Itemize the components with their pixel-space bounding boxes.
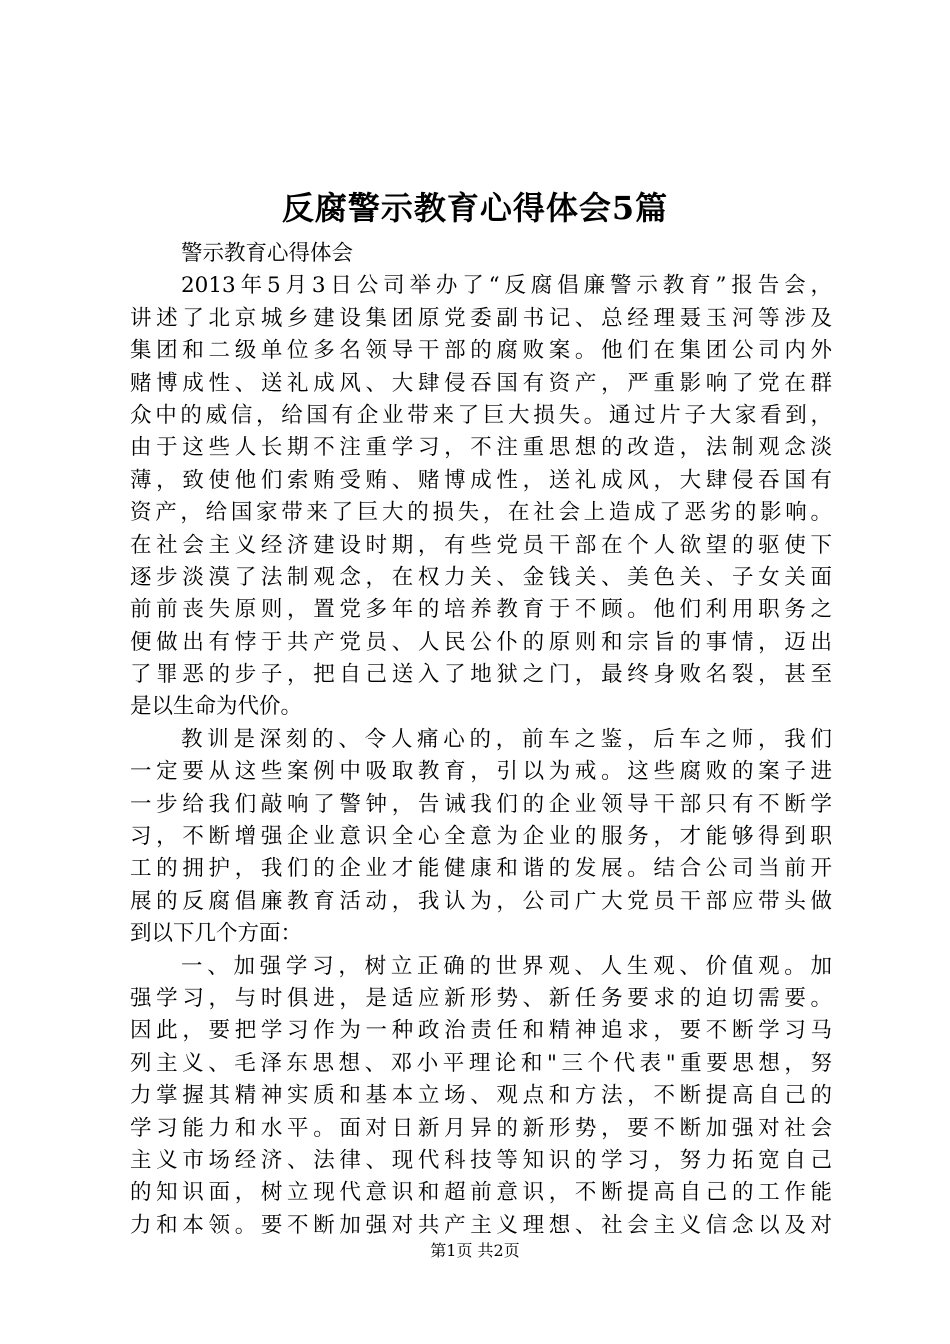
paragraph-line: 集团和二级单位多名领导干部的腐败案。他们在集团公司内外 xyxy=(130,338,832,364)
paragraph-line: 薄，致使他们索贿受贿、赌博成性，送礼成风，大肆侵吞国有 xyxy=(130,467,832,493)
paragraph-line: 工的拥护，我们的企业才能健康和谐的发展。结合公司当前开 xyxy=(130,856,832,882)
paragraph-line: 讲述了北京城乡建设集团原党委副书记、总经理聂玉河等涉及 xyxy=(130,305,832,331)
paragraph-line: 展的反腐倡廉教育活动，我认为，公司广大党员干部应带头做 xyxy=(130,888,832,914)
paragraph-line: 的知识面，树立现代意识和超前意识，不断提高自己的工作能 xyxy=(130,1180,832,1206)
paragraph-line: 主义市场经济、法律、现代科技等知识的学习，努力拓宽自己 xyxy=(130,1147,832,1173)
paragraph-line: 众中的威信，给国有企业带来了巨大损失。通过片子大家看到， xyxy=(130,402,832,428)
paragraph-line: 资产，给国家带来了巨大的损失，在社会上造成了恶劣的影响。 xyxy=(130,500,832,526)
paragraph-line: 便做出有悖于共产党员、人民公仆的原则和宗旨的事情，迈出 xyxy=(130,629,832,655)
paragraph-line: 力掌握其精神实质和基本立场、观点和方法，不断提高自己的 xyxy=(130,1083,832,1109)
page-footer: 第1页 共2页 xyxy=(430,1241,520,1260)
paragraph-line: 一、加强学习，树立正确的世界观、人生观、价值观。加 xyxy=(181,953,832,979)
paragraph-line: 2013年5月3日公司举办了“反腐倡廉警示教育”报告会， xyxy=(181,273,832,299)
paragraph-line: 教训是深刻的、令人痛心的，前车之鉴，后车之师，我们 xyxy=(181,726,832,752)
paragraph-line: 到以下几个方面： xyxy=(130,921,303,947)
section-heading: 警示教育心得体会 xyxy=(181,241,354,266)
paragraph-line: 是以生命为代价。 xyxy=(130,694,303,720)
paragraph-line: 在社会主义经济建设时期，有些党员干部在个人欲望的驱使下 xyxy=(130,532,832,558)
paragraph-line: 一步给我们敲响了警钟，告诫我们的企业领导干部只有不断学 xyxy=(130,791,832,817)
paragraph-line: 一定要从这些案例中吸取教育，引以为戒。这些腐败的案子进 xyxy=(130,759,832,785)
document-title: 反腐警示教育心得体会5篇 xyxy=(281,189,669,227)
paragraph-line: 由于这些人长期不注重学习，不注重思想的改造，法制观念淡 xyxy=(130,435,832,461)
paragraph-line: 赌博成性、送礼成风、大肆侵吞国有资产，严重影响了党在群 xyxy=(130,370,832,396)
paragraph-line: 了罪恶的步子，把自己送入了地狱之门，最终身败名裂，甚至 xyxy=(130,662,832,688)
paragraph-line: 强学习，与时俱进，是适应新形势、新任务要求的迫切需要。 xyxy=(130,985,832,1011)
paragraph-line: 因此，要把学习作为一种政治责任和精神追求，要不断学习马 xyxy=(130,1018,832,1044)
paragraph-line: 前前丧失原则，置党多年的培养教育于不顾。他们利用职务之 xyxy=(130,597,832,623)
paragraph-line: 力和本领。要不断加强对共产主义理想、社会主义信念以及对 xyxy=(130,1212,832,1238)
document-body xyxy=(130,238,832,1242)
paragraph-line: 逐步淡漠了法制观念，在权力关、金钱关、美色关、子女关面 xyxy=(130,564,832,590)
paragraph-line: 学习能力和水平。面对日新月异的新形势，要不断加强对社会 xyxy=(130,1115,832,1141)
paragraph-line: 列主义、毛泽东思想、邓小平理论和"三个代表"重要思想，努 xyxy=(130,1050,832,1076)
paragraph-line: 习，不断增强企业意识全心全意为企业的服务，才能够得到职 xyxy=(130,824,832,850)
